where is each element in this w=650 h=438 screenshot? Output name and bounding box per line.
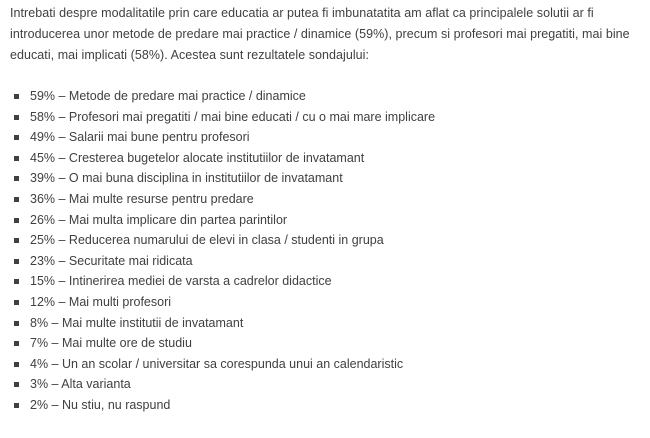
results-list xyxy=(10,86,646,416)
list-item xyxy=(10,127,646,148)
list-item-text: 25% – Reducerea numarului de elevi in clasa / studenti in grupa xyxy=(30,233,384,248)
list-item-text: 8% – Mai multe institutii de invatamant xyxy=(30,315,244,330)
list-item-text: 2% – Nu stiu, nu raspund xyxy=(30,397,171,412)
list-item-text: 7% – Mai multe ore de studiu xyxy=(30,336,192,351)
list-item-text: 26% – Mai multa implicare din partea parintilor xyxy=(30,212,288,227)
list-item xyxy=(10,292,646,313)
list-item xyxy=(10,148,646,169)
bullet-icon xyxy=(14,362,19,367)
bullet-icon xyxy=(14,321,19,326)
bullet-icon xyxy=(14,279,19,284)
bullet-icon xyxy=(14,382,19,387)
list-item xyxy=(10,86,646,107)
list-item-text: 59% – Metode de predare mai practice / dinamice xyxy=(30,89,306,103)
list-item xyxy=(10,271,646,292)
list-item-text: 39% – O mai buna disciplina in institutiilor de invatamant xyxy=(30,171,343,186)
list-item xyxy=(10,354,646,375)
bullet-icon xyxy=(14,300,19,305)
list-item-text: 45% – Cresterea bugetelor alocate institutiilor de invatamant xyxy=(30,150,365,165)
list-item xyxy=(10,333,646,354)
list-item-text: 36% – Mai multe resurse pentru predare xyxy=(30,191,254,206)
bullet-icon xyxy=(14,176,19,181)
list-item xyxy=(10,313,646,334)
bullet-icon xyxy=(14,115,19,120)
list-item-text: 12% – Mai multi profesori xyxy=(30,294,172,309)
bullet-icon xyxy=(14,341,19,346)
list-item-text: 23% – Securitate mai ridicata xyxy=(30,253,193,268)
list-item-text: 3% – Alta varianta xyxy=(30,377,131,392)
bullet-icon xyxy=(14,94,19,99)
list-item xyxy=(10,189,646,210)
bullet-icon xyxy=(14,156,19,161)
bullet-icon xyxy=(14,197,19,202)
list-item xyxy=(10,251,646,272)
list-item xyxy=(10,374,646,395)
list-item-text: 4% – Un an scolar / universitar sa corespunda unui an calendaristic xyxy=(30,356,404,371)
intro-paragraph: Intrebati despre modalitatile prin care educatia ar putea fi imbunatatita am aflat ca principalele solutii ar fi introducerea unor metode de predare mai practice / dinamice (59%), precum si profesori mai pregatiti, mai bine educati, mai implicati (58%). Acestea sunt rezultatele sondajului: xyxy=(10,6,630,62)
list-item-text: 15% – Intinerirea mediei de varsta a cadrelor didactice xyxy=(30,274,332,289)
list-item-text: 58% – Profesori mai pregatiti / mai bine educati / cu o mai mare implicare xyxy=(30,109,436,124)
list-item xyxy=(10,230,646,251)
bullet-icon xyxy=(14,259,19,264)
bullet-icon xyxy=(14,403,19,408)
bullet-icon xyxy=(14,135,19,140)
list-item xyxy=(10,168,646,189)
list-item xyxy=(10,395,646,416)
bullet-icon xyxy=(14,238,19,243)
list-item xyxy=(10,210,646,231)
list-item xyxy=(10,107,646,128)
bullet-icon xyxy=(14,218,19,223)
list-item-text: 49% – Salarii mai bune pentru profesori xyxy=(30,130,250,145)
